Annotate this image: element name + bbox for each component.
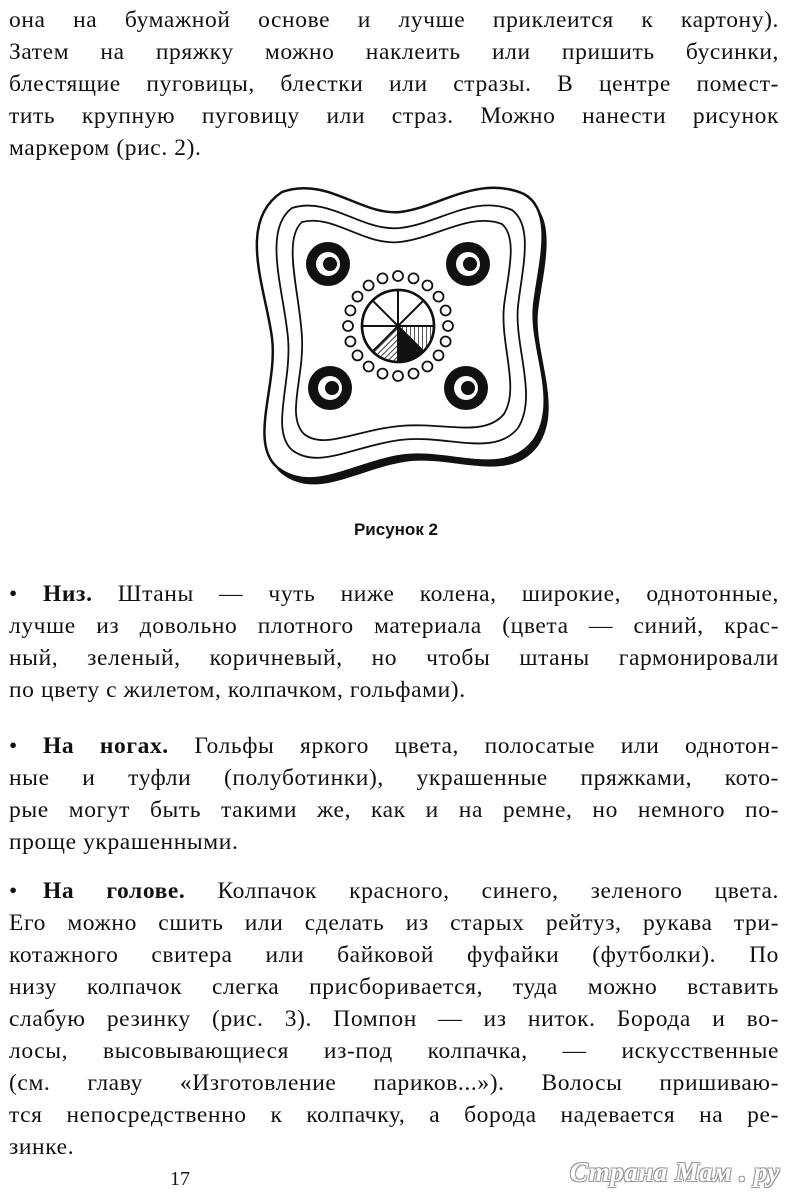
bead [364, 362, 374, 372]
intro-line-4: тить крупную пуговицу или страз. Можно нанести рисунок [9, 103, 779, 129]
figure-caption: Рисунок 2 [353, 520, 439, 539]
bullet-text: Колпачок красного, синего, зеленого цвета. [217, 878, 779, 904]
bead [441, 337, 451, 347]
page-number: 17 [170, 1168, 190, 1190]
bullet-term: Низ. [43, 581, 93, 607]
head-line-9: зинке. [9, 1134, 75, 1160]
feet-line-2: ные и туфли (полуботинки), украшенные пряжками, кото- [9, 765, 779, 791]
bullet-text: Гольфы яркого цвета, полосатые или однотон- [194, 733, 780, 759]
bullet-marker: • [9, 878, 18, 904]
bullet-marker: • [9, 581, 18, 607]
bead [409, 369, 419, 379]
head-line-6: лосы, высовывающиеся из-под колпачка, — искусственные [9, 1038, 779, 1064]
buckle-illustration [242, 178, 554, 488]
bottom-line-1 [9, 578, 779, 610]
bottom-line-4: по цвету с жилетом, колпачком, гольфами). [9, 677, 466, 703]
bead [443, 321, 453, 331]
site-watermark: Страна Мам . ру [569, 1157, 780, 1187]
feet-line-1 [9, 730, 779, 762]
corner-jewel [308, 366, 352, 410]
bottom-line-3: ный, зеленый, коричневый, но чтобы штаны гармонировали [9, 645, 779, 671]
intro-line-2: Затем на пряжку можно наклеить или пришить бусинки, [9, 39, 779, 65]
central-medallion [362, 290, 434, 362]
intro-line-3: блестящие пуговицы, блестки или стразы. В центре помест- [9, 71, 779, 97]
head-line-1 [9, 875, 779, 907]
intro-line-1: она на бумажной основе и лучше приклеится к картону). [9, 7, 779, 33]
bullet-text: Штаны — чуть ниже колена, широкие, однотонные, [117, 581, 779, 607]
bead [422, 281, 432, 291]
bead [409, 273, 419, 283]
bead [343, 321, 353, 331]
bead [345, 337, 355, 347]
bead [378, 369, 388, 379]
feet-line-3: рые могут быть такими же, как и на ремне, но немного по- [9, 797, 779, 823]
head-line-3: котажного свитера или байковой фуфайки (футболки). По [9, 942, 779, 968]
corner-jewel [444, 366, 488, 410]
bead [345, 306, 355, 316]
bullet-marker: • [9, 733, 18, 759]
head-line-4: низу колпачок слегка присборивается, туда можно вставить [9, 974, 779, 1000]
bullet-term: На голове. [43, 878, 186, 904]
bullet-term: На ногах. [43, 733, 169, 759]
feet-line-4: проще украшенными. [9, 829, 239, 855]
bead [422, 362, 432, 372]
bead [378, 273, 388, 283]
intro-line-5: маркером (рис. 2). [9, 135, 202, 161]
head-line-2: Его можно сшить или сделать из старых рейтуз, рукава три- [9, 910, 779, 936]
bead [434, 350, 444, 360]
head-line-7: (см. главу «Изготовление париков...»). Волосы пришиваю- [9, 1070, 779, 1096]
bead [393, 371, 403, 381]
corner-jewel [306, 242, 350, 286]
bead [353, 292, 363, 302]
bead [393, 271, 403, 281]
head-line-5: слабую резинку (рис. 3). Помпон — из ниток. Борода и во- [9, 1006, 779, 1032]
bottom-line-2: лучше из довольно плотного материала (цвета — синий, крас- [9, 613, 779, 639]
bead [364, 281, 374, 291]
corner-jewel [446, 242, 490, 286]
head-line-8: тся непосредственно к колпачку, а борода надевается на ре- [9, 1102, 779, 1128]
bead [353, 350, 363, 360]
bead [441, 306, 451, 316]
bead [434, 292, 444, 302]
